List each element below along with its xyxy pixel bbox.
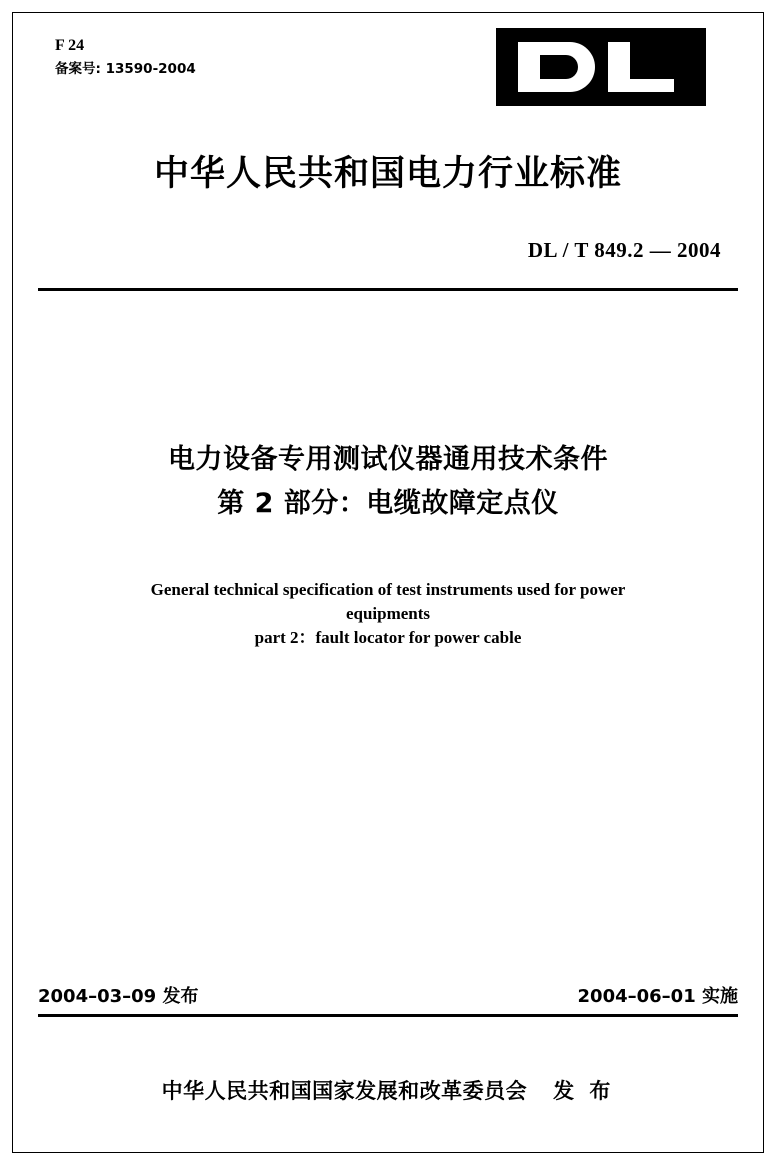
classification-code: F 24 [55,37,85,54]
publisher-verb: 发 布 [553,1079,615,1103]
divider-top [38,288,738,291]
standard-number: DL / T 849.2 — 2004 [527,238,721,262]
issue-date: 2004–03–09 发布 [38,986,199,1007]
date-row [38,982,738,1008]
document-title-cn [0,438,776,525]
publisher-name: 中华人民共和国国家发展和改革委员会 [161,1079,528,1103]
record-number: 备案号: 13590-2004 [55,61,196,78]
dl-logo-icon [496,28,706,106]
document-title-en-line3: part 2：fault locator for power cable [254,628,522,648]
divider-bottom [38,1014,738,1017]
header-left-block [55,34,196,80]
document-title-cn-line1: 电力设备专用测试仪器通用技术条件 [168,444,608,475]
document-title-cn-line2: 第 2 部分：电缆故障定点仪 [217,487,559,519]
effective-date: 2004–06–01 实施 [577,986,738,1007]
document-title-en-line2: equipments [345,604,431,624]
publisher-line [0,1075,776,1105]
document-title-en [0,578,776,650]
document-title-en-line1: General technical specification of test instruments used for power [150,580,626,599]
organization-title: 中华人民共和国电力行业标准 [153,154,622,194]
